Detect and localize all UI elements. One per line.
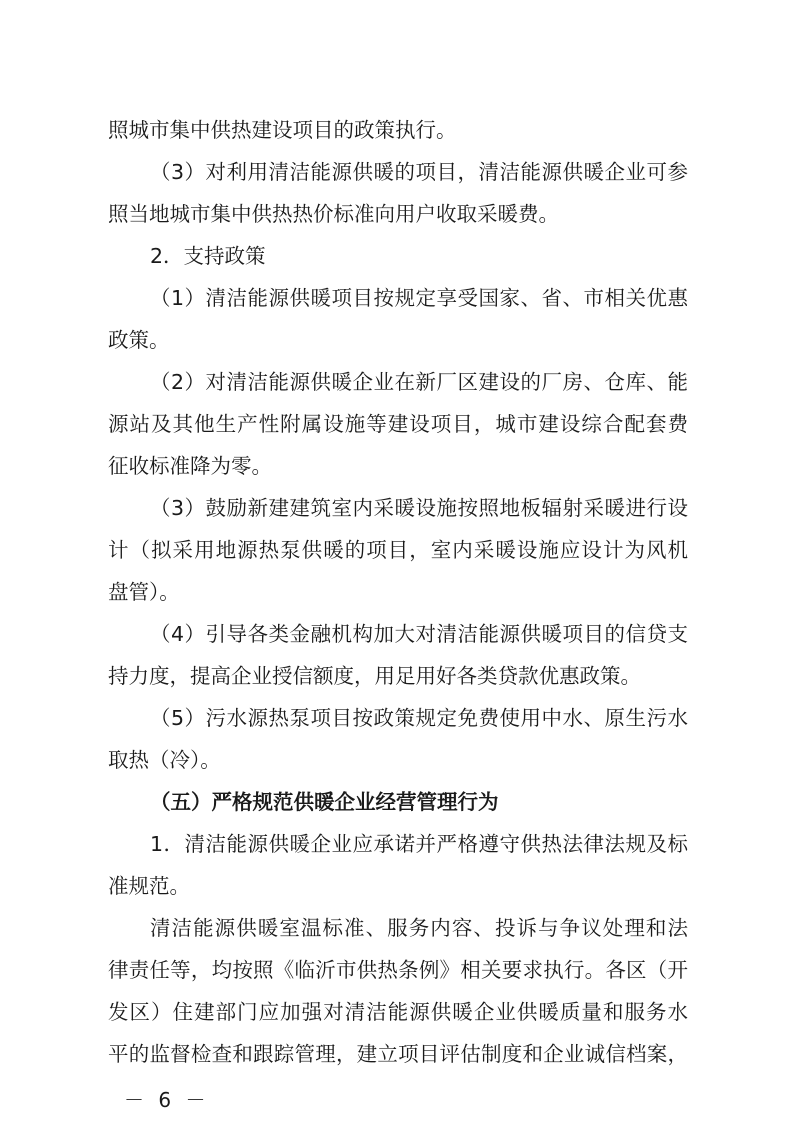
paragraph-line: 盘管）。: [108, 580, 180, 604]
paragraph-line: 政策。: [108, 328, 170, 352]
paragraph-line: 清洁能源供暖室温标准、服务内容、投诉与争议处理和法: [150, 916, 688, 940]
paragraph-line: 征收标准降为零。: [108, 454, 272, 478]
paragraph-line: （4）引导各类金融机构加大对清洁能源供暖项目的信贷支: [150, 622, 688, 646]
paragraph-line: 源站及其他生产性附属设施等建设项目，城市建设综合配套费: [108, 412, 688, 436]
paragraph-line: （3）鼓励新建建筑室内采暖设施按照地板辐射采暖进行设: [150, 496, 688, 520]
page-number: － 6 －: [124, 1088, 210, 1112]
paragraph-line: 计（拟采用地源热泵供暖的项目，室内采暖设施应设计为风机: [108, 538, 688, 562]
paragraph-line: （1）清洁能源供暖项目按规定享受国家、省、市相关优惠: [150, 286, 688, 310]
paragraph-line: 持力度，提高企业授信额度，用足用好各类贷款优惠政策。: [108, 664, 641, 688]
paragraph-line: 平的监督检查和跟踪管理，建立项目评估制度和企业诚信档案，: [108, 1042, 688, 1066]
paragraph-line: 准规范。: [108, 874, 190, 898]
paragraph-line: 律责任等，均按照《临沂市供热条例》相关要求执行。各区（开: [108, 958, 688, 982]
paragraph-line: 发区）住建部门应加强对清洁能源供暖企业供暖质量和服务水: [108, 1000, 688, 1024]
paragraph-line: 1．清洁能源供暖企业应承诺并严格遵守供热法律法规及标: [150, 832, 688, 856]
paragraph-line: 取热（冷）。: [108, 748, 221, 772]
section-heading: 2．支持政策: [150, 244, 266, 268]
paragraph-line: （3）对利用清洁能源供暖的项目，清洁能源供暖企业可参: [150, 160, 688, 184]
paragraph-line: 照城市集中供热建设项目的政策执行。: [108, 118, 457, 142]
paragraph-line: （5）污水源热泵项目按政策规定免费使用中水、原生污水: [150, 706, 688, 730]
paragraph-line: （2）对清洁能源供暖企业在新厂区建设的厂房、仓库、能: [150, 370, 688, 394]
paragraph-line: 照当地城市集中供热热价标准向用户收取采暖费。: [108, 202, 559, 226]
section-heading: （五）严格规范供暖企业经营管理行为: [150, 790, 499, 814]
